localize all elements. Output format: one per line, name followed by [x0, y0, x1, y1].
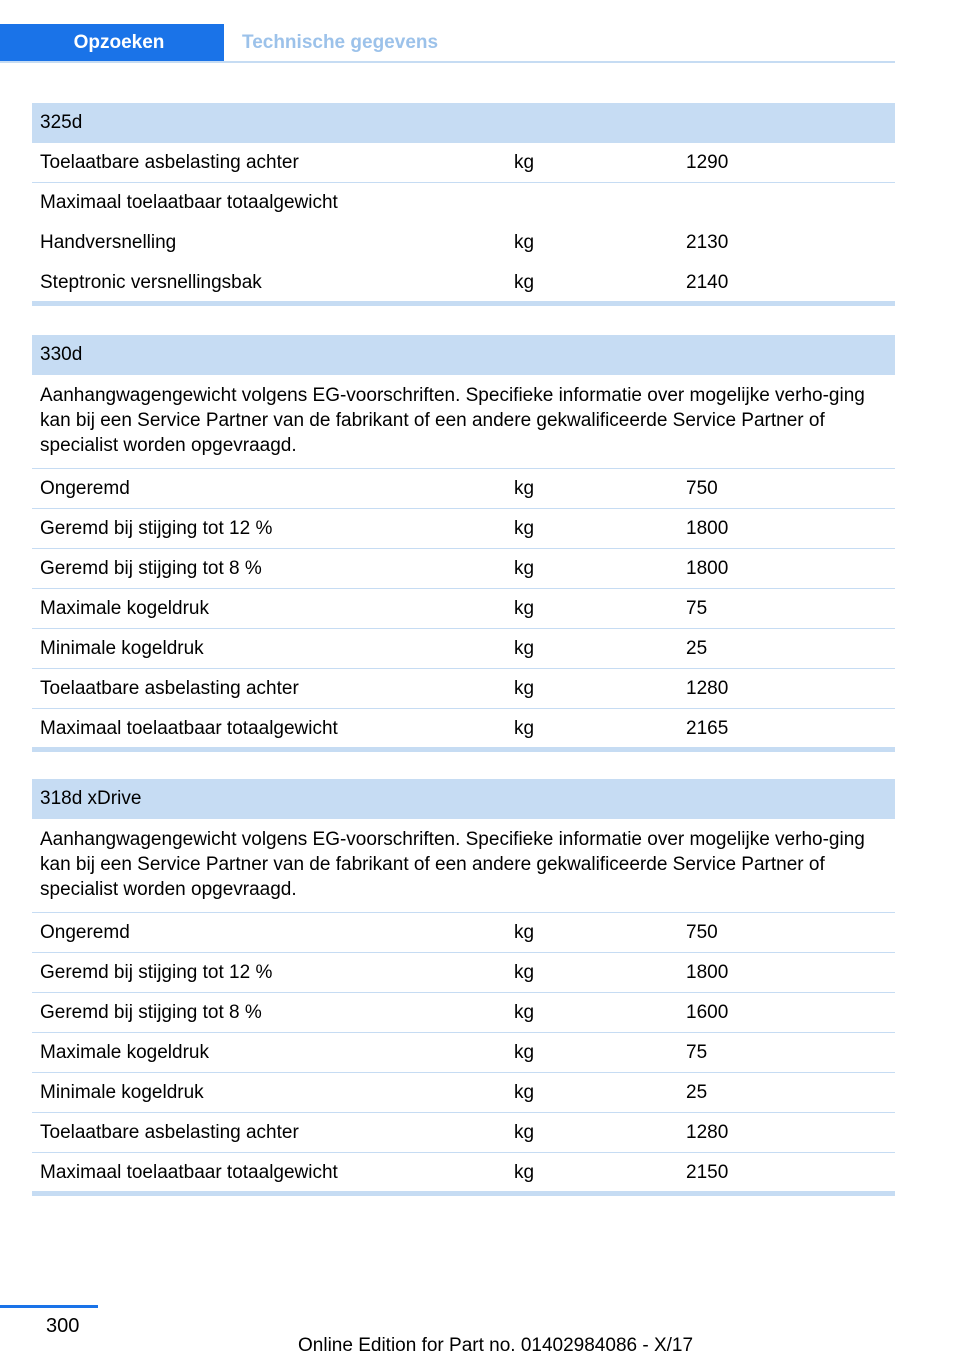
row-unit: kg [514, 678, 535, 699]
row-label: Geremd bij stijging tot 12 % [40, 518, 273, 539]
row-unit: kg [514, 152, 535, 173]
row-label: Geremd bij stijging tot 12 % [40, 962, 273, 983]
row-label: Geremd bij stijging tot 8 % [40, 558, 262, 579]
table-note: Aanhangwagengewicht volgens EG-voorschriften. Specifieke informatie over mogelijke verho-ging kan bij een Service Partner van de fabrikant of een andere gekwalificeerde Service Partner of specialist worden opgevraagd. [32, 819, 895, 913]
row-label: Handversnelling [40, 232, 177, 253]
row-value: 750 [686, 478, 718, 499]
row-value: 1290 [686, 152, 729, 173]
row-label: Ongeremd [40, 478, 130, 499]
tab-opzoeken[interactable]: Opzoeken [0, 24, 224, 61]
row-value: 1280 [686, 1122, 729, 1143]
row-value: 25 [686, 638, 708, 659]
row-label: Minimale kogeldruk [40, 1082, 204, 1103]
row-value: 1600 [686, 1002, 729, 1023]
table-note: Aanhangwagengewicht volgens EG-voorschriften. Specifieke informatie over mogelijke verho-ging kan bij een Service Partner van de fabrikant of een andere gekwalificeerde Service Partner of specialist worden opgevraagd. [32, 375, 895, 469]
table-row [32, 263, 895, 306]
row-label: Toelaatbare asbelasting achter [40, 152, 299, 173]
table-row [32, 709, 895, 752]
table-row [32, 549, 895, 589]
table-row [32, 143, 895, 183]
header-bar [0, 24, 895, 63]
row-unit: kg [514, 558, 535, 579]
table-row [32, 589, 895, 629]
row-value: 2165 [686, 718, 729, 739]
table-row [32, 1073, 895, 1113]
table-row [32, 469, 895, 509]
row-label: Steptronic versnellingsbak [40, 272, 262, 293]
row-label: Maximaal toelaatbaar totaalgewicht [40, 1162, 338, 1183]
row-unit: kg [514, 718, 535, 739]
row-unit: kg [514, 922, 535, 943]
table-row [32, 993, 895, 1033]
row-value: 75 [686, 1042, 708, 1063]
table-row [32, 669, 895, 709]
row-label: Toelaatbare asbelasting achter [40, 678, 299, 699]
table-title: 318d xDrive [32, 779, 895, 819]
row-unit: kg [514, 1042, 535, 1063]
row-unit: kg [514, 478, 535, 499]
table-row [32, 509, 895, 549]
row-unit: kg [514, 272, 535, 293]
row-value: 2140 [686, 272, 729, 293]
table-row [32, 223, 895, 263]
row-value: 750 [686, 922, 718, 943]
row-unit: kg [514, 518, 535, 539]
table-318d-xdrive [32, 779, 895, 1196]
table-row [32, 1033, 895, 1073]
table-title: 330d [32, 335, 895, 375]
table-row [32, 629, 895, 669]
row-label: Minimale kogeldruk [40, 638, 204, 659]
row-unit: kg [514, 1002, 535, 1023]
row-value: 2130 [686, 232, 729, 253]
row-unit: kg [514, 1082, 535, 1103]
page-number: 300 [46, 1315, 80, 1337]
row-unit: kg [514, 638, 535, 659]
row-label: Ongeremd [40, 922, 130, 943]
row-label: Maximaal toelaatbaar totaalgewicht [40, 192, 338, 213]
row-unit: kg [514, 598, 535, 619]
table-325d [32, 103, 895, 306]
row-value: 1800 [686, 962, 729, 983]
row-value: 1280 [686, 678, 729, 699]
row-value: 75 [686, 598, 708, 619]
row-unit: kg [514, 232, 535, 253]
row-value: 1800 [686, 558, 729, 579]
tab-technische-gegevens[interactable]: Technische gegevens [242, 32, 439, 53]
table-row [32, 913, 895, 953]
row-label: Geremd bij stijging tot 8 % [40, 1002, 262, 1023]
table-title: 325d [32, 103, 895, 143]
row-label: Maximaal toelaatbaar totaalgewicht [40, 718, 338, 739]
row-value: 2150 [686, 1162, 729, 1183]
table-row [32, 183, 895, 223]
table-row [32, 953, 895, 993]
row-value: 25 [686, 1082, 708, 1103]
page-number-rule [0, 1305, 98, 1308]
row-value: 1800 [686, 518, 729, 539]
row-label: Maximale kogeldruk [40, 598, 209, 619]
table-row [32, 1113, 895, 1153]
table-330d [32, 335, 895, 752]
row-unit: kg [514, 962, 535, 983]
row-unit: kg [514, 1162, 535, 1183]
row-label: Maximale kogeldruk [40, 1042, 209, 1063]
row-label: Toelaatbare asbelasting achter [40, 1122, 299, 1143]
table-row [32, 1153, 895, 1196]
row-unit: kg [514, 1122, 535, 1143]
edition-footer: Online Edition for Part no. 01402984086 - X/17 [298, 1335, 694, 1356]
